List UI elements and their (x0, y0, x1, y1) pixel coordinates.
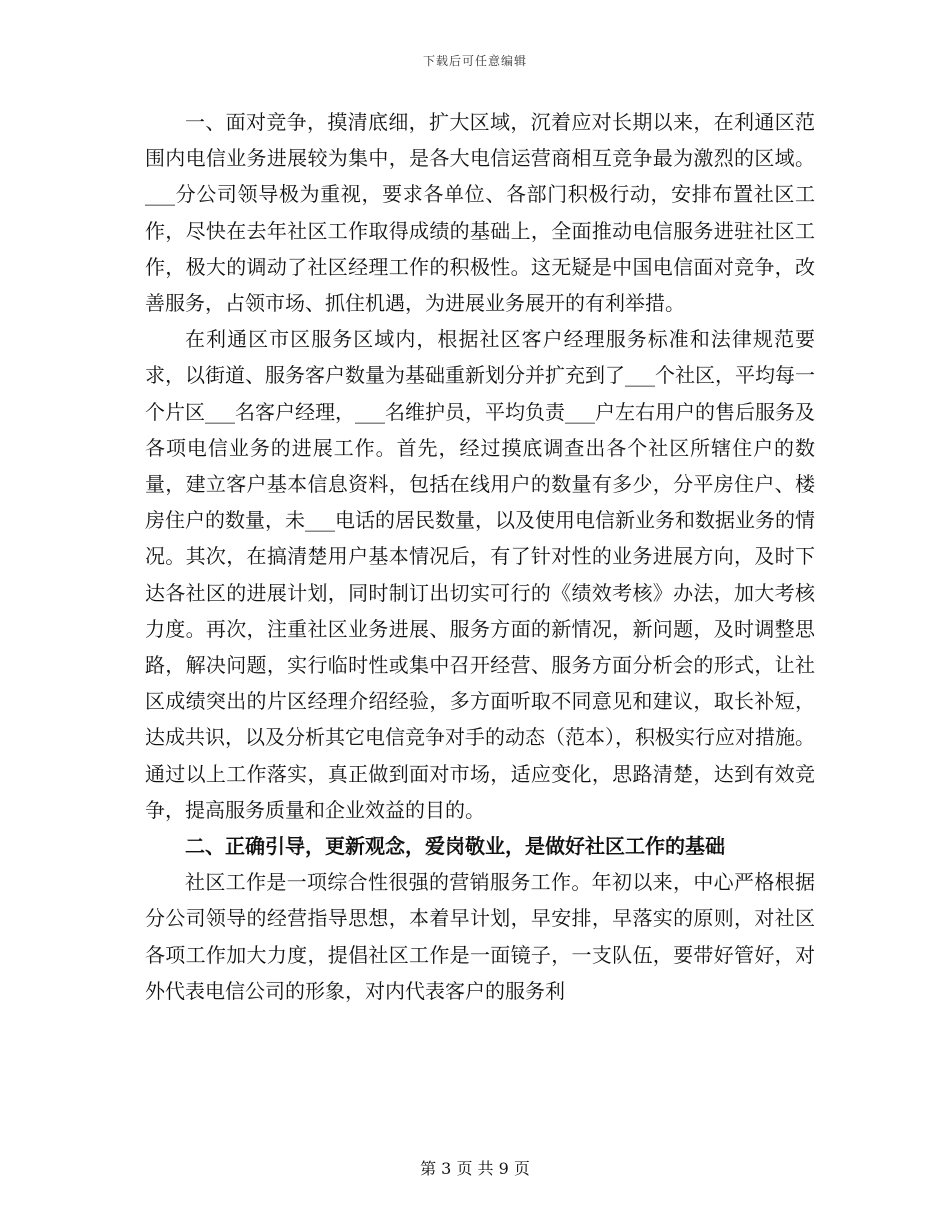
page-number: 第 3 页 共 9 页 (420, 1159, 530, 1178)
paragraph-2: 在利通区市区服务区域内，根据社区客户经理服务标准和法律规范要求，以街道、服务客户数量为基础重新划分并扩充到了___个社区，平均每一个片区___名客户经理，___名维护员，平均负责___户左右用户的售后服务及各项电信业务的进展工作。首先，经过摸底调查出各个社区所辖住户的数量，建立客户基本信息资料，包括在线用户的数量有多少，分平房住户、楼房住户的数量，未___电话的居民数量，以及使用电信新业务和数据业务的情况。其次，在搞清楚用户基本情况后，有了针对性的业务进展方向，及时下达各社区的进展计划，同时制订出切实可行的《绩效考核》办法，加大考核力度。再次，注重社区业务进展、服务方面的新情况，新问题，及时调整思路，解决问题，实行临时性或集中召开经营、服务方面分析会的形式，让社区成绩突出的片区经理介绍经验，多方面听取不同意见和建议，取长补短，达成共识，以及分析其它电信竞争对手的动态（范本），积极实行应对措施。通过以上工作落实，真正做到面对市场，适应变化，思路清楚，达到有效竞争，提高服务质量和企业效益的目的。 (145, 327, 815, 822)
document-body (145, 104, 815, 1009)
section-heading-2: 二、正确引导，更新观念，爱岗敬业，是做好社区工作的基础 (185, 834, 725, 859)
paragraph-1: 一、面对竞争，摸清底细，扩大区域，沉着应对长期以来，在利通区范围内电信业务进展较为集中，是各大电信运营商相互竞争最为激烈的区域。___分公司领导极为重视，要求各单位、各部门积极行动，安排布置社区工作，尽快在去年社区工作取得成绩的基础上，全面推动电信服务进驻社区工作，极大的调动了社区经理工作的积极性。这无疑是中国电信面对竞争，改善服务，占领市场、抓住机遇，为进展业务展开的有利举措。 (145, 110, 815, 316)
paragraph-3: 社区工作是一项综合性很强的营销服务工作。年初以来，中心严格根据分公司领导的经营指导思想，本着早计划，早安排，早落实的原则，对社区各项工作加大力度，提倡社区工作是一面镜子，一支队伍，要带好管好，对外代表电信公司的形象，对内代表客户的服务利 (145, 870, 815, 1003)
page-header-note: 下载后可任意编辑 (422, 54, 527, 68)
